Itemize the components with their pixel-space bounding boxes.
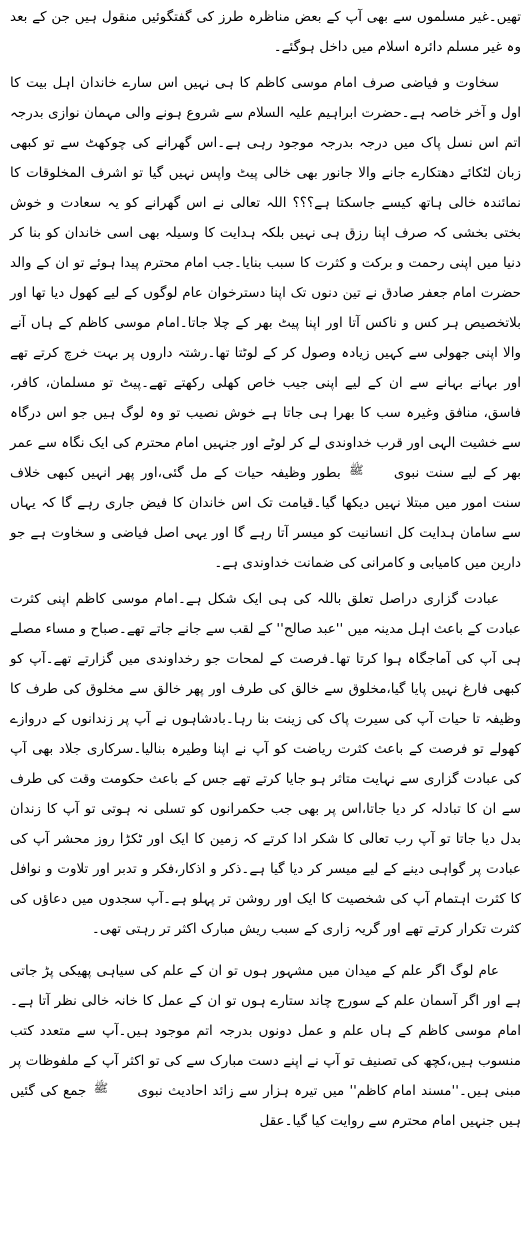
paragraph-text: عبادت گزاری دراصل تعلق باللہ کی ہی ایک شکل ہے۔امام موسی کاظم اپنی کثرت عبادت کے باعث اہل مدینہ میں ''عبد صالح'' کے لقب سے جانے جاتے تھے۔صباح و مساء مصلے ہی آپ کی آماجگاہ ہوا کرتا تھا۔فرصت کے لمحات جو رخداوندی میں گزارتے تھے۔آپ کو کبھی فارغ نہیں پایا گیا،مخلوق سے خالق کی طرف اور پھر خالق سے مخلوق کی طرف کا وظیفہ تا حیات آپ کی سیرت پاک کی زینت بنا رہا۔بادشاہوں نے آپ پر زندانوں کے دروازے کھولے تو فرصت کے باعث کثرت ریاضت کو آپ نے اپنا وطیرہ بنالیا۔سرکاری جلاد بھی آپ کی عبادت گزاری سے نہایت متاثر ہو جایا کرتے تھے جس کے باعث حکومت وقت کی طرف سے ان کا تبادلہ کر دیا جاتا،اس پر بھی جب حکمرانوں کو تسلی نہ ہوتی تو آپ کا زندان بدل دیا جاتا تو آپ رب تعالی کا شکر ادا کرتے کہ زمین کا ایک اور ٹکڑا روز محشر آپ کی عبادت پر گواہی دینے کے لیے میسر کر دیا گیا ہے۔ذکر و اذکار،فکر و تدبر اور تلاوت و نوافل کا کثرت اہتمام آپ کی شخصیت کا ایک اور روشن تر پہلو ہے۔آپ سجدوں میں دعاؤں کی کثرت تکرار کرتے تھے اور گریہ زاری کے سبب ریش مبارک اکثر تر رہتی تھی۔ <box>10 591 521 937</box>
paragraph-worship <box>10 584 521 944</box>
paragraph-text: عام لوگ اگر علم کے میدان میں مشہور ہوں تو ان کے علم کی سیاہی پھیکی پڑ جاتی ہے اور اگر آسمان علم کے سورج چاند ستارے ہوں تو ان کے عمل کا خانہ خالی نظر آتا ہے۔امام موسی کاظم کے ہاں علم و عمل دونوں بدرجہ اتم موجود ہیں۔آپ سے متعدد کتب منسوب ہیں،کچھ کی تصنیف تو آپ نے اپنے دست مبارک سے کی تو اکثر آپ کے ملفوظات پر مبنی ہیں۔''مسند امام کاظم'' میں تیرہ ہزار سے زائد احادیث نبوی <box>10 963 521 1099</box>
paragraph-generosity <box>10 68 521 578</box>
paragraph-knowledge <box>10 956 521 1136</box>
paragraph-text: سخاوت و فیاضی صرف امام موسی کاظم کا ہی نہیں اس سارے خاندان اہل بیت کا اول و آخر خاصہ ہے۔حضرت ابراہیم علیہ السلام سے شروع ہونے والی مہمان نوازی بدرجہ اتم اس نسل پاک میں درجہ بدرجہ موجود رہی ہے۔اس گھرانے کی چوکھٹ سے تو کبھی زبان لٹکائے دھتکارے جانے والا جانور بھی خالی پیٹ واپس نہیں گیا تو اشرف المخلوقات کا نمائندہ خالی ہاتھ کیسے جاسکتا ہے؟؟؟ اللہ تعالی نے اس گھرانے کو یہ سعادت و خوش بختی بخشی کہ صرف اپنا رزق ہی نہیں بلکہ ہدایت کا وسیلہ بھی اسی خاندان کو بنا کر دنیا میں اپنی رحمت و برکت و کثرت کا سبب بنایا۔جب امام محترم پیدا ہوئے تو ان کے والد حضرت امام جعفر صادق نے تین دنوں تک اپنا دسترخوان عام لوگوں کے لیے کھول دیا تھا اور بلاتخصیص ہر کس و ناکس آتا اور اپنا پیٹ بھر کے چلا جاتا۔امام موسی کاظم کے ہاں آنے والا اپنی جھولی سے کہیں زیادہ وصول کر کے لوٹتا تھا۔رشتہ داروں پر بہت خرچ کرتے تھے اور بہانے بہانے سے ان کے لیے اپنی جیب خاص کھلی رکھتے تھے۔پیٹ تو مسلمان، کافر، فاسق، منافق وغیرہ سب کا بھرا ہی جاتا ہے خوش نصیب تو وہ لوگ ہیں جو اس درگاہ سے خشیت الہی اور قرب خداوندی لے کر لوٹے اور جنہیں امام محترم کی ایک نگاہ سے عمر بھر کے لیے سنت نبوی <box>10 75 522 481</box>
paragraph-text: بطور وظیفہ حیات کے مل گئی،اور پھر انہیں کبھی خلاف سنت امور میں مبتلا نہیں دیکھا گیا۔قیامت تک اس خاندان کا فیض جاری رہے گا کہ یہاں سے سامان ہدایت کل انسانیت کو میسر آتا رہے گا اور یہی اصل فیاضی و سخاوت ہے جو دارین میں کامیابی و کامرانی کی ضمانت خداوندی ہے۔ <box>10 465 521 571</box>
paragraph-text: جمع کی گئیں ہیں جنہیں امام محترم سے روایت کیا گیا۔عقل <box>10 1083 521 1129</box>
paragraph-intro <box>10 2 521 62</box>
salutation-symbol: ﷺ <box>349 463 364 477</box>
paragraph-gap <box>10 944 521 956</box>
paragraph-text: تھیں۔غیر مسلموں سے بھی آپ کے بعض مناظرہ طرز کی گفتگوئیں منقول ہیں جن کے بعد وہ غیر مسلم دائرہ اسلام میں داخل ہوگئے۔ <box>10 9 521 55</box>
salutation-symbol: ﷺ <box>93 1081 109 1095</box>
